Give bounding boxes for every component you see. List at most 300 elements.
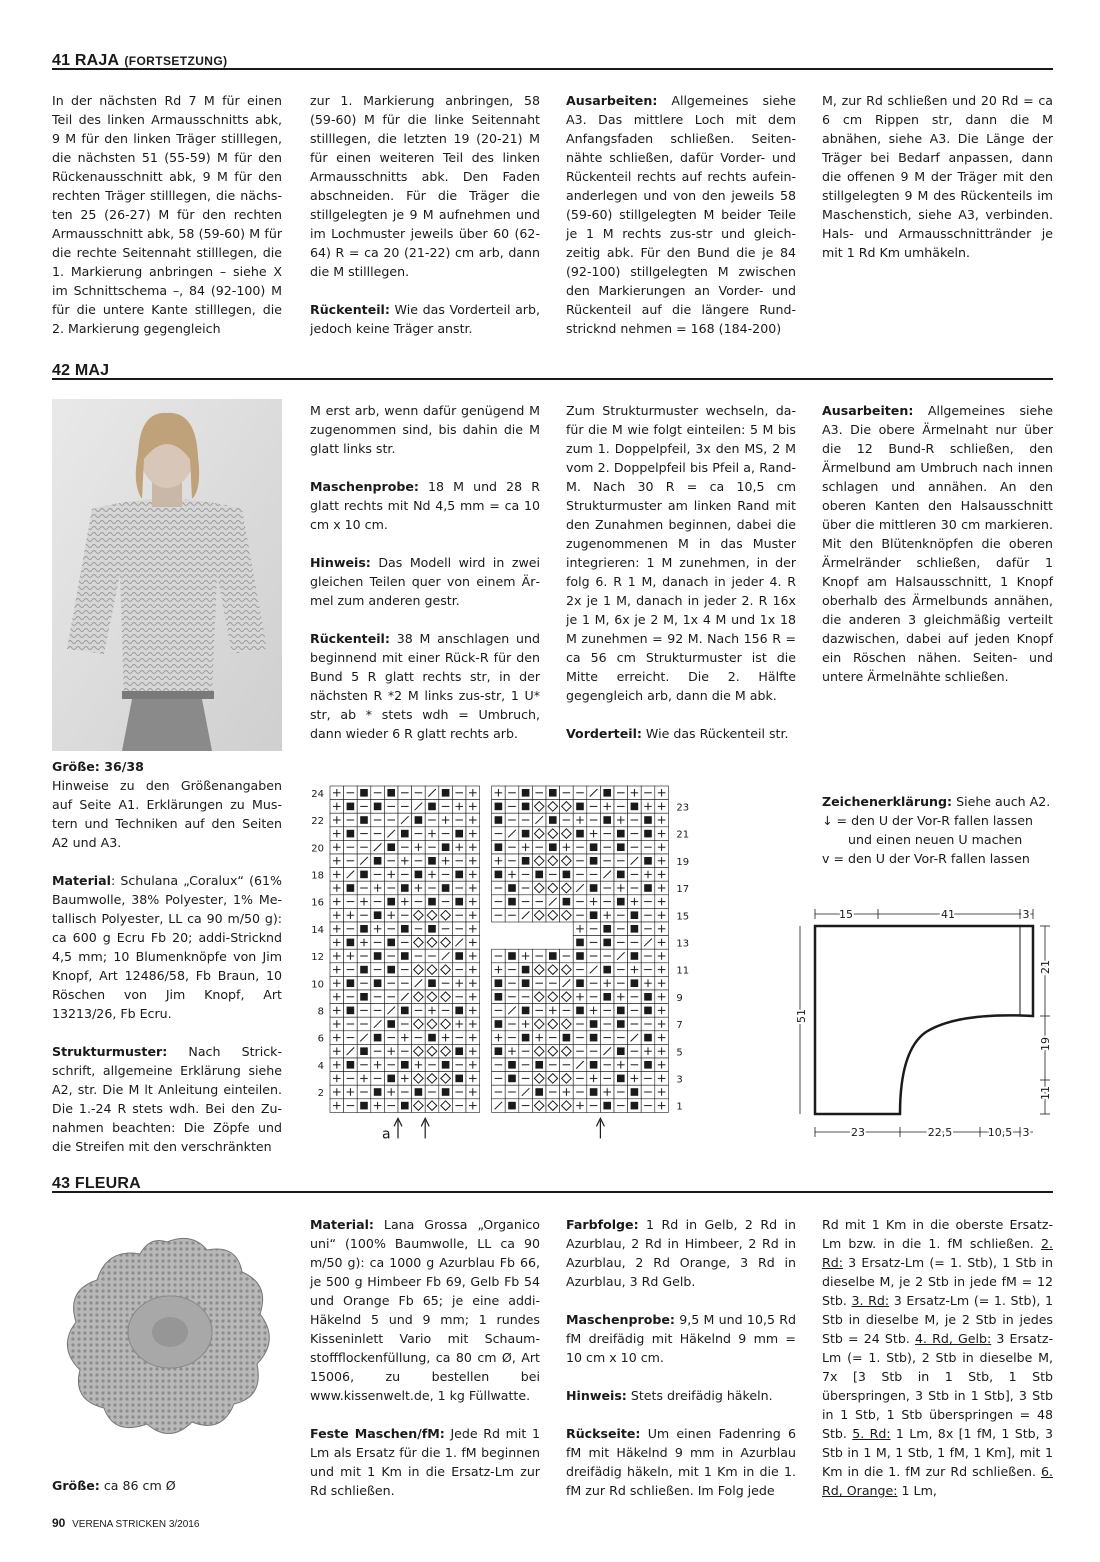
chart-cell [505,963,519,977]
chart-cell [371,1072,385,1086]
chart-cell [614,1044,628,1058]
chart-cell [641,976,655,990]
chart-cell [492,1058,506,1072]
chart-cell [573,895,587,909]
dim-label: 21 [1039,960,1052,974]
chart-cell [452,1017,466,1031]
chart-cell [344,922,358,936]
chart-cell [344,868,358,882]
chart-cell [655,908,669,922]
chart-cell [344,963,358,977]
chart-cell [546,1085,560,1099]
chart-cell [573,963,587,977]
chart-cell [532,895,546,909]
chart-cell [600,868,614,882]
paragraph: Größe: ca 86 cm Ø [52,1478,176,1493]
chart-row-label: 8 [317,1006,324,1018]
chart-cell [600,1031,614,1045]
section-header-42 [52,360,1053,380]
chart-cell [641,908,655,922]
chart-cell [532,800,546,814]
chart-cell [546,881,560,895]
chart-cell [573,976,587,990]
chart-cell [452,840,466,854]
chart-cell [505,1017,519,1031]
chart-cell [560,1044,574,1058]
chart-cell [641,827,655,841]
chart-cell [412,936,426,950]
chart-cell [628,1031,642,1045]
chart-cell [641,1058,655,1072]
chart-cell [628,1044,642,1058]
chart-cell [546,1072,560,1086]
chart-cell [587,1017,601,1031]
chart-cell [412,800,426,814]
paragraph: Farbfolge: 1 Rd in Gelb, 2 Rd in Azurblau, 2 Rd in Himbeer, 2 Rd in Azurblau, 2 Rd Orange, 3 Rd in Azurblau, 3 Rd Gelb. [566,1217,796,1289]
dim-label: 22,5 [927,1126,953,1139]
chart-cell [412,881,426,895]
chart-cell [546,827,560,841]
chart-cell [614,813,628,827]
chart-cell [371,813,385,827]
chart-cell [384,936,398,950]
chart-cell [600,1017,614,1031]
chart-cell [641,1044,655,1058]
chart-cell [330,908,344,922]
chart-cell [357,976,371,990]
chart-legend [822,792,1053,868]
arrow-icon [421,1118,429,1138]
chart-cell [641,840,655,854]
chart-cell [573,1044,587,1058]
chart-cell [587,1085,601,1099]
chart-cell [560,895,574,909]
chart-cell [600,786,614,800]
chart-cell [384,881,398,895]
chart-cell [330,1072,344,1086]
paragraph: Rd mit 1 Km in die oberste Ersatz-Lm bzw. in die 1. fM schließen. 2. Rd: 3 Ersatz-Lm (= 1. Stb), 1 Stb in dieselbe M, je 2 Stb in jede fM = 12 Stb. 3. Rd: 3 Ersatz-Lm (= 1. Stb), 1 Stb in dieselbe M, je 2 Stb in jedes Stb = 24 Stb. 4. Rd, Gelb: 3 Ersatz-Lm (= 1. Stb), 2 Stb in dieselbe M, 7x [3 Stb in 1 Stb, 1 Stb überspringen, 3 Stb in 1 Stb], 3 Stb in 1 Stb, 1 Stb überspringen = 48 Stb. 5. Rd: 1 Lm, 8x [1 fM, 1 Stb, 3 Stb in 1 M, 1 Stb, 1 fM, 1 Km], mit 1 Km in die 1. fM zur Rd schließen. 6. Rd, Orange: 1 Lm, [822,1217,1054,1498]
chart-cell [344,1017,358,1031]
chart-cell [344,1044,358,1058]
chart-cell [357,1085,371,1099]
paragraph: Maschenprobe: 18 M und 28 R glatt rechts mit Nd 4,5 mm = ca 10 cm x 10 cm. [310,479,540,532]
dim-label: 3 [1022,908,1030,921]
chart-cell [560,1017,574,1031]
chart-cell [546,1017,560,1031]
chart-cell [546,1044,560,1058]
chart-cell [492,1072,506,1086]
sec42-col4 [822,401,1053,686]
chart-cell [452,868,466,882]
chart-cell [452,949,466,963]
chart-cell [425,1004,439,1018]
chart-cell [532,1017,546,1031]
chart-cell [492,976,506,990]
chart-cell [330,813,344,827]
chart-cell [398,1044,412,1058]
chart-cell [398,908,412,922]
chart-cell [519,800,533,814]
chart-cell [573,1017,587,1031]
chart-cell [641,1017,655,1031]
chart-cell [452,895,466,909]
chart-cell [330,868,344,882]
chart-cell [452,800,466,814]
chart-cell [546,949,560,963]
chart-cell [439,990,453,1004]
chart-cell [532,1099,546,1113]
chart-cell [655,1085,669,1099]
paragraph: M, zur Rd schließen und 20 Rd = ca 6 cm Rippen str, dann die M abnähen, siehe A3. Die Länge der Träger bei Bedarf anpassen, dann die offenen 9 M der Träger mit den stillgelegten 9 M des Rückenteils im Maschenstich, siehe A3, verbinden. Hals- und Armausschnittränder je mit 1 Rd Km umhäkeln. [822,93,1053,260]
chart-cell [614,1099,628,1113]
chart-cell [384,976,398,990]
chart-cell [466,786,480,800]
chart-cell [330,881,344,895]
chart-cell [398,1072,412,1086]
dim-label: 10,5 [987,1126,1013,1139]
chart-cell [600,936,614,950]
chart-cell [628,786,642,800]
section-title: 42 MAJ [52,362,110,379]
chart-cell [532,854,546,868]
chart-cell [452,1099,466,1113]
chart-row-label: 5 [676,1047,683,1059]
chart-row-label: 14 [311,924,324,936]
chart-cell [505,1072,519,1086]
chart-cell [655,854,669,868]
chart-cell [330,1031,344,1045]
chart-cell [425,895,439,909]
chart-cell [505,1099,519,1113]
chart-cell [587,1004,601,1018]
chart-cell [344,881,358,895]
chart-cell [628,963,642,977]
sec41-col2 [310,91,540,338]
chart-cell [614,895,628,909]
chart-cell [398,800,412,814]
chart-cell [452,881,466,895]
chart-cell [573,936,587,950]
chart-cell [466,868,480,882]
chart-cell [425,1044,439,1058]
chart-cell [573,854,587,868]
chart-cell [330,1017,344,1031]
chart-row-label: 15 [676,911,690,923]
chart-cell [492,908,506,922]
legend-line: v = den U der Vor-R fallen lassen [822,851,1030,866]
chart-cell [398,786,412,800]
chart-cell [628,881,642,895]
chart-cell [519,990,533,1004]
chart-cell [344,786,358,800]
chart-cell [439,1058,453,1072]
chart-cell [505,1058,519,1072]
chart-cell [600,1072,614,1086]
chart-cell [519,1017,533,1031]
paragraph: In der nächsten Rd 7 M für einen Teil des linken Armausschnitts abk, 9 M für den linken Träger stilllegen, die nächsten 51 (55-59) M für den Rückenausschnitt abk, 9 M für den rechten Träger stilllegen, die nächsten 25 (26-27) M für den rechten Armausschnitt abk, 58 (59-60) M für die rechte Seitennaht stilllegen, die 1. Markierung anbringen – siehe X im Schnittschema –, 84 (92-100) M für die untere Kante stilllegen, die 2. Markierung gegengleich [52,93,282,336]
chart-cell [466,1072,480,1086]
chart-cell [439,949,453,963]
chart-cell [330,800,344,814]
chart-cell [587,949,601,963]
chart-cell [655,922,669,936]
chart-cell [560,990,574,1004]
dim-label: 15 [839,908,853,921]
chart-cell [628,936,642,950]
chart-cell [452,922,466,936]
chart-cell [398,1058,412,1072]
chart-row-label: 2 [317,1088,324,1100]
chart-cell [439,1099,453,1113]
chart-cell [587,854,601,868]
chart-cell [466,1017,480,1031]
chart-cell [587,1099,601,1113]
sec43-col2 [310,1215,540,1500]
chart-cell [573,786,587,800]
chart-cell [546,813,560,827]
chart-cell [587,800,601,814]
chart-cell [655,881,669,895]
chart-cell [560,840,574,854]
chart-cell [628,949,642,963]
chart-row-label: 22 [311,816,324,828]
chart-cell [546,786,560,800]
paragraph: Ausarbeiten: Allgemeines siehe A3. Das mittlere Loch mit dem Anfangsfaden schließen. Seitennähte schließen, dafür Vorder- und Rückenteil rechts auf rechts aufeinanderlegen und von den jeweils 58 (59-60) stillgelegten M beider Teile je 1 M rechts zus-str und gleichzeitig abk. Für den Bund die je 84 (92-100) stillgelegten M zwischen den Markierungen an Vorder- und Rückenteil auf die längere Rundstricknd nehmen = 168 (184-200) [566,93,796,336]
chart-cell [587,895,601,909]
chart-cell [532,813,546,827]
chart-cell [587,827,601,841]
chart-cell [546,868,560,882]
chart-row-label: 3 [676,1074,683,1086]
chart-cell [412,840,426,854]
section-header-41 [52,50,1053,70]
chart-cell [505,908,519,922]
chart-cell [519,827,533,841]
chart-cell [560,1031,574,1045]
chart-cell [573,1072,587,1086]
chart-cell [466,854,480,868]
chart-cell [425,1058,439,1072]
page-footer [52,1516,199,1530]
chart-cell [600,976,614,990]
chart-cell [519,840,533,854]
chart-cell [505,786,519,800]
chart-cell [600,840,614,854]
chart-cell [587,786,601,800]
legend-line: ↓ = den U der Vor-R fallen lassen [822,813,1033,828]
chart-cell [344,1031,358,1045]
chart-cell [371,963,385,977]
chart-cell [655,1017,669,1031]
chart-cell [330,1058,344,1072]
chart-cell [371,1017,385,1031]
chart-cell [384,854,398,868]
chart-cell [573,1004,587,1018]
chart-cell [519,854,533,868]
chart-row-label: 6 [317,1033,324,1045]
chart-cell [398,881,412,895]
chart-cell [519,949,533,963]
pattern-schematic [788,900,1053,1145]
chart-cell [587,1058,601,1072]
chart-cell [330,936,344,950]
chart-cell [439,868,453,882]
chart-cell [546,854,560,868]
chart-cell [384,949,398,963]
chart-cell [371,1044,385,1058]
chart-cell [439,936,453,950]
chart-cell [357,786,371,800]
chart-cell [560,949,574,963]
paragraph: Ausarbeiten: Allgemeines siehe A3. Die obere Ärmelnaht nur über die 12 Bund-R schließen, den Ärmelbund am Umbruch nach innen schlagen und annähen. An den oberen Kanten den Halsausschnitt über die mittleren 30 cm markieren. Mit den Blütenknöpfen die oberen Ärmelränder schließen, dafür 1 Knopf am Halsausschnitt, 1 Knopf oberhalb des Ärmelbunds annähen, die anderen 3 gleichmäßig verteilt dazwischen, dabei auf jeden Knopf ein Röschen nähen. Seiten- und untere Ärmelnähte schließen. [822,403,1053,684]
chart-cell [357,868,371,882]
chart-cell [532,976,546,990]
chart-cell [357,840,371,854]
chart-cell [492,854,506,868]
chart-cell [439,840,453,854]
chart-cell [330,1099,344,1113]
chart-cell [519,1031,533,1045]
chart-cell [330,990,344,1004]
chart-cell [505,1085,519,1099]
legend-line: und einen neuen U machen [848,832,1023,847]
chart-cell [519,813,533,827]
chart-cell [466,949,480,963]
dim-label: 3 [1022,1126,1030,1139]
chart-cell [452,854,466,868]
chart-cell [398,990,412,1004]
chart-cell [384,827,398,841]
chart-cell [452,1072,466,1086]
chart-cell [398,840,412,854]
chart-cell [330,840,344,854]
sec41-col3 [566,91,796,338]
chart-cell [587,908,601,922]
chart-cell [425,990,439,1004]
chart-cell [371,895,385,909]
dim-label: 19 [1039,1037,1052,1051]
chart-cell [330,1044,344,1058]
chart-cell [628,990,642,1004]
chart-cell [614,854,628,868]
paragraph: M erst arb, wenn dafür genügend M zugenommen sind, bis dahin die M glatt links str. [310,403,540,456]
dim-label: 11 [1039,1086,1052,1100]
chart-cell [519,881,533,895]
chart-cell [560,1085,574,1099]
chart-cell [425,949,439,963]
chart-cell [398,1031,412,1045]
chart-cell [371,990,385,1004]
chart-cell [412,827,426,841]
chart-cell [546,990,560,1004]
chart-row-label: 12 [311,952,324,964]
chart-cell [573,1058,587,1072]
paragraph: Vorderteil: Wie das Rückenteil str. [566,726,789,741]
chart-cell [546,800,560,814]
chart-cell [532,840,546,854]
chart-cell [641,1085,655,1099]
chart-cell [641,854,655,868]
chart-cell [330,827,344,841]
chart-cell [357,1044,371,1058]
chart-cell [344,949,358,963]
chart-cell [519,1085,533,1099]
chart-cell [330,1085,344,1099]
chart-cell [641,963,655,977]
chart-cell [371,868,385,882]
chart-cell [505,881,519,895]
chart-cell [587,990,601,1004]
chart-cell [466,990,480,1004]
chart-cell [546,1099,560,1113]
chart-cell [587,922,601,936]
chart-cell [505,1031,519,1045]
chart-cell [532,827,546,841]
chart-row-label: 21 [676,829,690,841]
chart-cell [425,881,439,895]
chart-cell [546,1031,560,1045]
chart-cell [560,908,574,922]
chart-cell [412,922,426,936]
chart-cell [466,895,480,909]
chart-cell [641,800,655,814]
chart-cell [425,1099,439,1113]
chart-cell [628,895,642,909]
knitting-chart [300,780,700,1150]
chart-row-label: 10 [311,979,324,991]
chart-cell [505,990,519,1004]
chart-cell [628,922,642,936]
chart-cell [371,908,385,922]
model-photo [52,399,282,751]
chart-cell [330,949,344,963]
chart-cell [532,868,546,882]
chart-cell [492,990,506,1004]
chart-cell [600,1044,614,1058]
chart-cell [600,881,614,895]
chart-cell [384,1017,398,1031]
chart-cell [371,786,385,800]
chart-cell [600,908,614,922]
chart-cell [546,908,560,922]
chart-cell [425,868,439,882]
sec41-col1 [52,91,282,338]
model-illustration [52,399,282,751]
chart-cell [587,963,601,977]
chart-cell [384,1099,398,1113]
chart-cell [425,840,439,854]
sec42-col2 [310,401,540,743]
paragraph: Rückenteil: 38 M anschlagen und beginnend mit einer Rück-R für den Bund 5 R glatt rechts str, in der nächsten R *2 M links zus-str, 1 U* str, ab * stets wdh = Umbruch, dann wieder 6 R glatt rechts arb. [310,631,540,741]
chart-cell [614,1058,628,1072]
chart-cell [466,963,480,977]
chart-cell [344,895,358,909]
chart-cell [560,854,574,868]
chart-cell [371,1085,385,1099]
chart-cell [505,1004,519,1018]
chart-cell [505,1044,519,1058]
chart-cell [425,813,439,827]
chart-cell [439,1017,453,1031]
chart-cell [466,800,480,814]
chart-cell [371,827,385,841]
chart-cell [466,827,480,841]
chart-cell [492,895,506,909]
chart-cell [505,827,519,841]
chart-cell [330,786,344,800]
chart-cell [452,963,466,977]
sec42-col1 [52,757,282,1156]
